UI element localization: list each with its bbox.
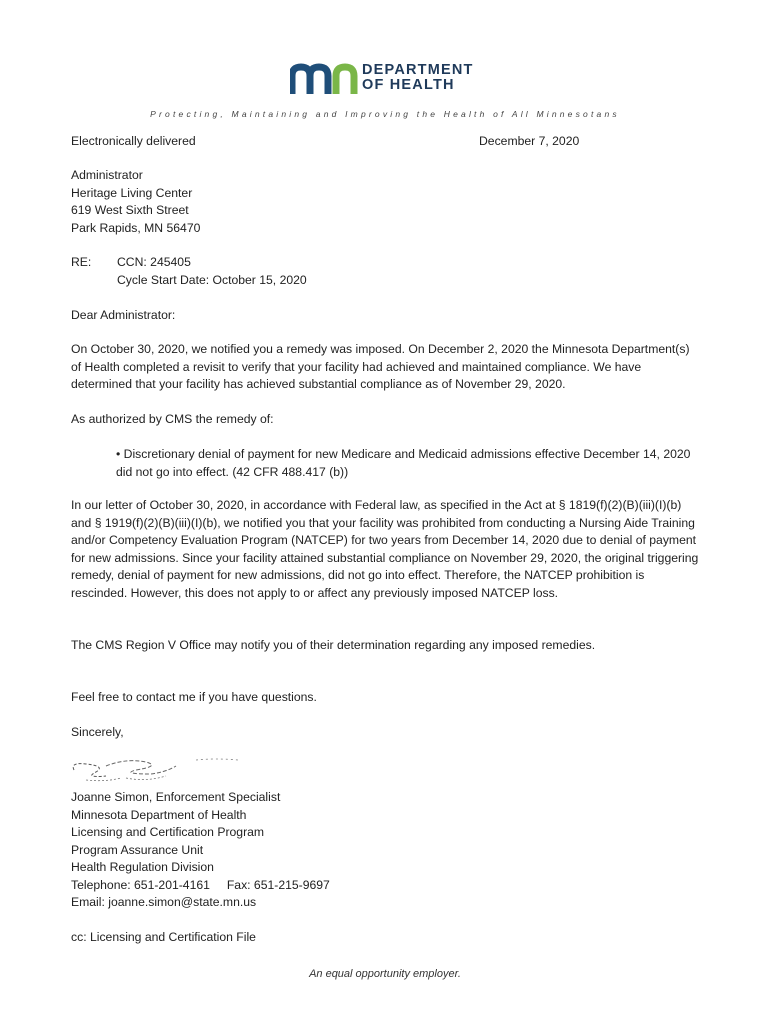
signer-org: Minnesota Department of Health — [71, 807, 247, 822]
closing: Sincerely, — [71, 725, 124, 739]
re-ccn: CCN: 245405 — [117, 255, 191, 269]
tagline: Protecting, Maintaining and Improving the Health of All Minnesotans — [150, 109, 620, 119]
salutation: Dear Administrator: — [71, 308, 176, 322]
department-name-line2: OF HEALTH — [362, 77, 455, 93]
handwritten-signature-icon — [66, 752, 246, 786]
signer-phone-fax: Telephone: 651-201-4161 Fax: 651-215-9697 — [71, 877, 330, 892]
re-details — [117, 254, 307, 289]
department-name-line1: DEPARTMENT — [362, 62, 474, 78]
recipient-line: Park Rapids, MN 56470 — [71, 220, 201, 235]
signer-division: Health Regulation Division — [71, 860, 214, 874]
signature-block — [71, 789, 330, 912]
department-name — [362, 63, 474, 93]
recipient-line: 619 West Sixth Street — [71, 203, 189, 217]
signer-unit: Program Assurance Unit — [71, 842, 204, 857]
recipient-line: Administrator — [71, 168, 143, 182]
delivery-method: Electronically delivered — [71, 134, 196, 148]
recipient-address — [71, 167, 200, 237]
signer-email: Email: joanne.simon@state.mn.us — [71, 895, 257, 909]
cc-line: cc: Licensing and Certification File — [71, 930, 256, 944]
re-cycle-start: Cycle Start Date: October 15, 2020 — [117, 272, 307, 287]
signer-program: Licensing and Certification Program — [71, 825, 265, 839]
paragraph-contact: Feel free to contact me if you have questions. — [71, 690, 317, 704]
bullet-remedy: • Discretionary denial of payment for new Medicare and Medicaid admissions effective December 14, 2020 did not go into effect. (42 CFR 488.417 (b)) — [116, 447, 691, 479]
paragraph-cms-region: The CMS Region V Office may notify you of their determination regarding any imposed remedies. — [71, 638, 596, 652]
re-label: RE: — [71, 255, 92, 269]
recipient-line: Heritage Living Center — [71, 185, 193, 200]
signer-name-title: Joanne Simon, Enforcement Specialist — [71, 790, 281, 804]
footer-equal-opportunity: An equal opportunity employer. — [309, 968, 461, 980]
letter-date: December 7, 2020 — [479, 134, 580, 148]
paragraph-remedy-notice: On October 30, 2020, we notified you a remedy was imposed. On December 2, 2020 the Minnesota Department(s) of Health completed a revisit to verify that your facility had achieved and maintained compliance. We have determined that your facility has achieved substantial compliance as of November 29, 2020. — [71, 342, 690, 391]
paragraph-authorized: As authorized by CMS the remedy of: — [71, 412, 274, 426]
paragraph-natcep: In our letter of October 30, 2020, in accordance with Federal law, as specified in the Act at § 1819(f)(2)(B)(iii)(I)(b) and § 1919(f)(2)(B)(iii)(I)(b), we notified you that your facility was prohibited from conducting a Nursing Aide Training and/or Competency Evaluation Program (NATCEP) for two years from December 14, 2020 due to denial of payment for new admissions. Since your facility attained substantial compliance on November 29, 2020, the original triggering remedy, denial of payment for new admissions, did not go into effect. Therefore, the NATCEP prohibition is rescinded. However, this does not apply to or affect any previously imposed NATCEP loss. — [71, 498, 699, 600]
